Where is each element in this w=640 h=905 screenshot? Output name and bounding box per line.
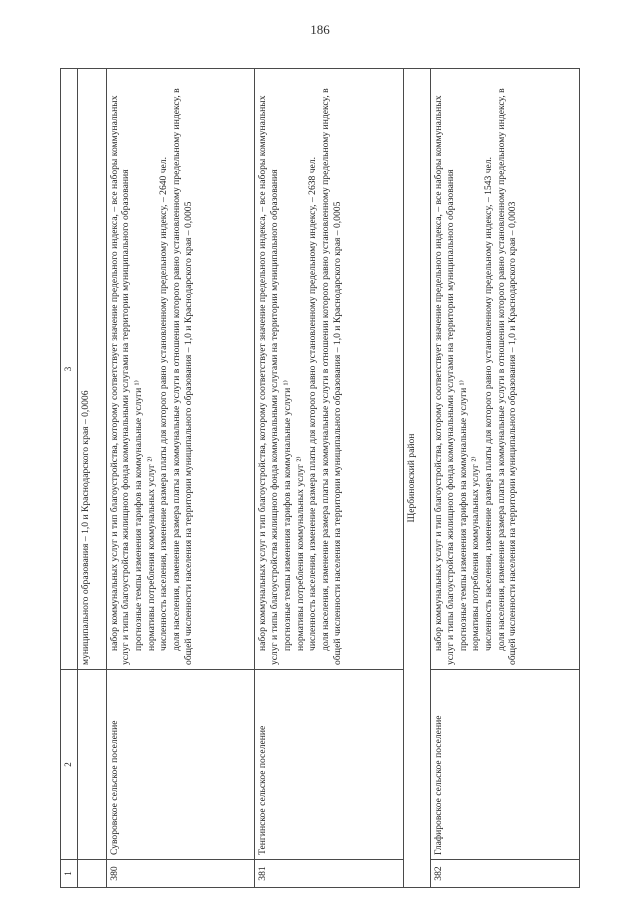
- description-line: прогнозные темпы изменения тарифов на коммунальные услуги ¹⁾: [133, 380, 145, 651]
- description-line: набор коммунальных услуг и тип благоустройства, которому соответствует значение предельного индекса, – все наборы коммунальных услуг и типы благоустройства жилищного фонда коммунальными услугами на территории муниципального образования: [433, 95, 456, 665]
- row-description: [431, 69, 580, 670]
- table-row: [106, 69, 255, 888]
- indices-table: [60, 68, 580, 888]
- header-col-2: 2: [61, 670, 78, 860]
- table-row: [431, 69, 580, 888]
- table-row: [255, 69, 404, 888]
- row-number: 380: [106, 860, 255, 888]
- continuation-text: муниципального образования – 1,0 и Краснодарского края – 0,0006: [78, 69, 107, 670]
- row-description: [106, 69, 255, 670]
- description-line: доля населения, изменение размера платы за коммунальные услуги в отношении которого равно установленному предельному индексу, в общей численности населения на территории муниципального образования – 1,0 и Краснодарского края – 0,0003: [495, 88, 519, 665]
- continuation-row: [78, 69, 107, 888]
- page-number: 186: [310, 22, 330, 37]
- description-line: доля населения, изменение размера платы за коммунальные услуги в отношении которого равно установленному предельному индексу, в общей численности населения на территории муниципального образования – 1,0 и Краснодарского края – 0,0005: [171, 88, 194, 665]
- section-title: Щербиновский район: [404, 69, 431, 888]
- settlement-name: Тенгинское сельское поселение: [255, 670, 404, 860]
- description-line: численность населения, изменение размера платы для которого равно установленному предельному индексу, – 1543 чел.: [483, 157, 495, 651]
- rotated-table-page: [60, 68, 580, 888]
- header-row: [61, 69, 78, 888]
- description-line: нормативы потребления коммунальных услуг ²⁾: [294, 456, 306, 651]
- row-number: 381: [255, 860, 404, 888]
- header-col-3: 3: [61, 69, 78, 670]
- description-line: набор коммунальных услуг и тип благоустройства, которому соответствует значение предельного индекса, – все наборы коммунальных услуг и типы благоустройства жилищного фонда коммунальными услугами на территории муниципального образования: [257, 95, 281, 665]
- description-line: прогнозные темпы изменения тарифов на коммунальные услуги ¹⁾: [281, 380, 293, 651]
- settlement-name: Глафировское сельское поселение: [431, 670, 580, 860]
- description-line: численность населения, изменение размера платы для которого равно установленному предельному индексу, – 2640 чел.: [158, 157, 170, 651]
- description-line: доля населения, изменение размера платы за коммунальные услуги в отношении которого равно установленному предельному индексу, в общей численности населения на территории муниципального образования – 1,0 и Краснодарского края – 0,0005: [319, 88, 343, 665]
- description-line: нормативы потребления коммунальных услуг ²⁾: [470, 456, 482, 651]
- description-line: прогнозные темпы изменения тарифов на коммунальные услуги ¹⁾: [457, 380, 469, 651]
- row-number: 382: [431, 860, 580, 888]
- description-line: набор коммунальных услуг и тип благоустройства, которому соответствует значение предельного индекса, – все наборы коммунальных услуг и типы благоустройства жилищного фонда коммунальными услугами на территории муниципального образования: [108, 95, 132, 665]
- section-row: [404, 69, 431, 888]
- description-line: численность населения, изменение размера платы для которого равно установленному предельному индексу, – 2638 чел.: [307, 157, 319, 651]
- header-col-1: 1: [61, 860, 78, 888]
- row-description: [255, 69, 404, 670]
- description-line: нормативы потребления коммунальных услуг ²⁾: [145, 456, 157, 651]
- settlement-name: Суворовское сельское поселение: [106, 670, 255, 860]
